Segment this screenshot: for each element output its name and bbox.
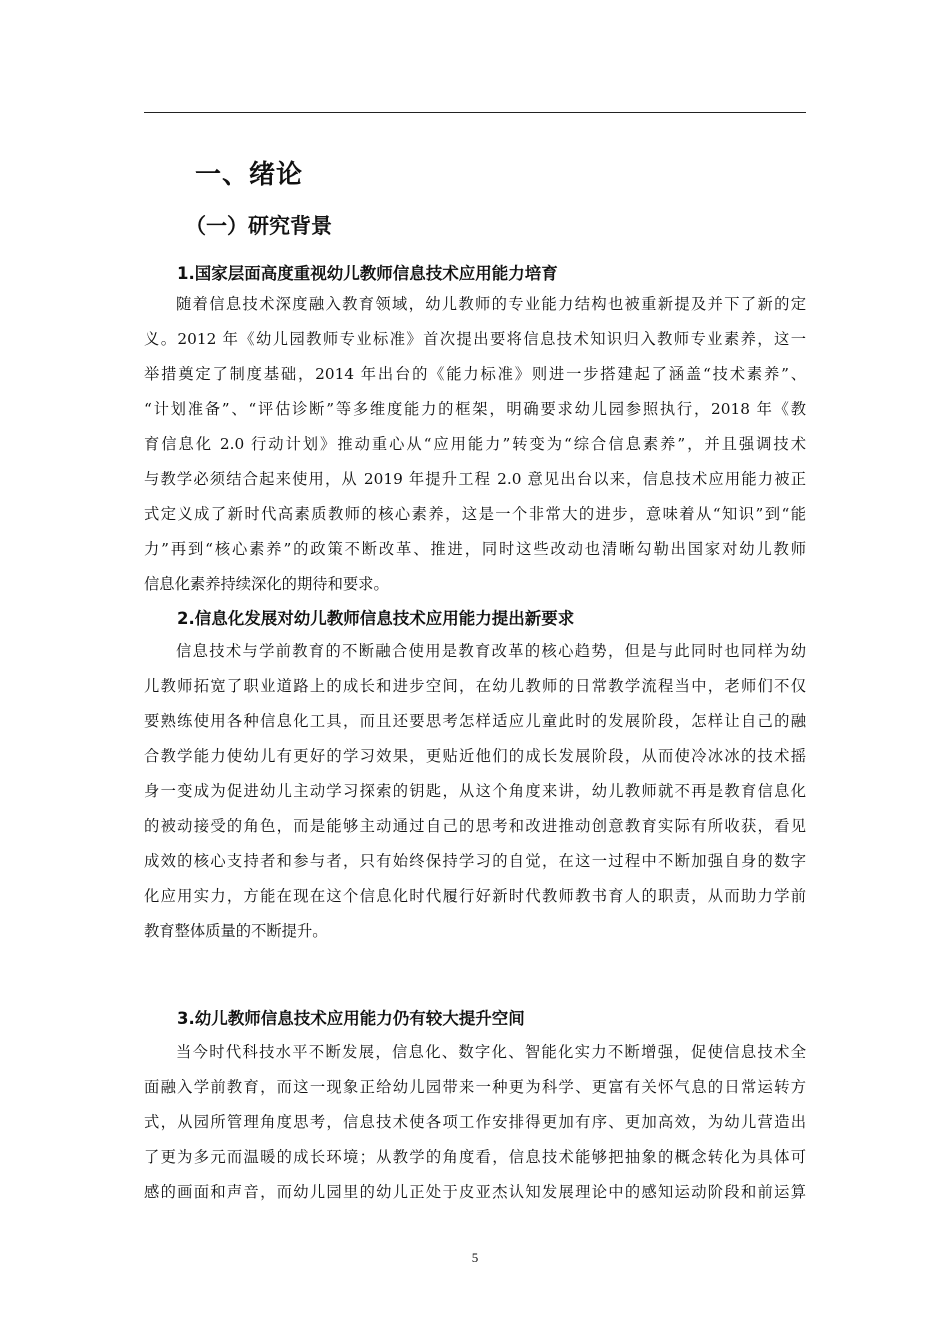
- subsection-heading: 1.国家层面高度重视幼儿教师信息技术应用能力培育: [177, 264, 558, 283]
- body-text-line: 举措奠定了制度基础，2014 年出台的《能力标准》则进一步搭建起了涵盖“技术素养”、: [144, 365, 806, 383]
- section-heading: （一）研究背景: [185, 214, 332, 238]
- chapter-heading: 一、绪论: [195, 160, 304, 190]
- body-text-line: 信息技术与学前教育的不断融合使用是教育改革的核心趋势，但是与此同时也同样为幼: [176, 642, 806, 660]
- body-text-line: 面融入学前教育，而这一现象正给幼儿园带来一种更为科学、更富有关怀气息的日常运转方: [144, 1078, 806, 1096]
- body-text-line: 义。2012 年《幼儿园教师专业标准》首次提出要将信息技术知识归入教师专业素养，这一: [144, 330, 806, 348]
- body-text-line: 与教学必须结合起来使用，从 2019 年提升工程 2.0 意见出台以来，信息技术应用能力被正: [144, 470, 806, 488]
- body-text-line: “计划准备”、“评估诊断”等多维度能力的框架，明确要求幼儿园参照执行，2018 年《教: [144, 400, 806, 418]
- page-number: 5: [471, 1250, 479, 1265]
- body-text-line: 合教学能力使幼儿有更好的学习效果，更贴近他们的成长发展阶段，从而使冷冰冰的技术摇: [144, 747, 806, 765]
- body-text-line: 成效的核心支持者和参与者，只有始终保持学习的自觉，在这一过程中不断加强自身的数字: [144, 852, 806, 870]
- body-text-line: 要熟练使用各种信息化工具，而且还要思考怎样适应儿童此时的发展阶段，怎样让自己的融: [144, 712, 806, 730]
- header-rule: [144, 112, 806, 113]
- body-text-line: 力”再到“核心素养”的政策不断改革、推进，同时这些改动也清晰勾勒出国家对幼儿教师: [144, 540, 806, 558]
- subsection-heading: 2.信息化发展对幼儿教师信息技术应用能力提出新要求: [177, 609, 575, 628]
- body-text-line: 育信息化 2.0 行动计划》推动重心从“应用能力”转变为“综合信息素养”，并且强调技术: [144, 435, 806, 453]
- body-text-line: 的被动接受的角色，而是能够主动通过自己的思考和改进推动创意教育实际有所收获，看见: [144, 817, 806, 835]
- body-text-line: 了更为多元而温暖的成长环境；从教学的角度看，信息技术能够把抽象的概念转化为具体可: [144, 1148, 806, 1166]
- body-text-line: 教育整体质量的不断提升。: [144, 922, 328, 940]
- body-text-line: 当今时代科技水平不断发展，信息化、数字化、智能化实力不断增强，促使信息技术全: [176, 1043, 806, 1061]
- subsection-heading: 3.幼儿教师信息技术应用能力仍有较大提升空间: [177, 1009, 525, 1028]
- body-text-line: 儿教师拓宽了职业道路上的成长和进步空间，在幼儿教师的日常教学流程当中，老师们不仅: [144, 677, 806, 695]
- body-text-line: 式定义成了新时代高素质教师的核心素养，这是一个非常大的进步，意味着从“知识”到“能: [144, 505, 806, 523]
- body-text-line: 化应用实力，方能在现在这个信息化时代履行好新时代教师教书育人的职责，从而助力学前: [144, 887, 806, 905]
- body-text-line: 身一变成为促进幼儿主动学习探索的钥匙，从这个角度来讲，幼儿教师就不再是教育信息化: [144, 782, 806, 800]
- body-text-line: 信息化素养持续深化的期待和要求。: [144, 575, 389, 593]
- body-text-line: 式，从园所管理角度思考，信息技术使各项工作安排得更加有序、更加高效，为幼儿营造出: [144, 1113, 806, 1131]
- body-text-line: 随着信息技术深度融入教育领域，幼儿教师的专业能力结构也被重新提及并下了新的定: [176, 295, 806, 313]
- body-text-line: 感的画面和声音，而幼儿园里的幼儿正处于皮亚杰认知发展理论中的感知运动阶段和前运算: [144, 1183, 806, 1201]
